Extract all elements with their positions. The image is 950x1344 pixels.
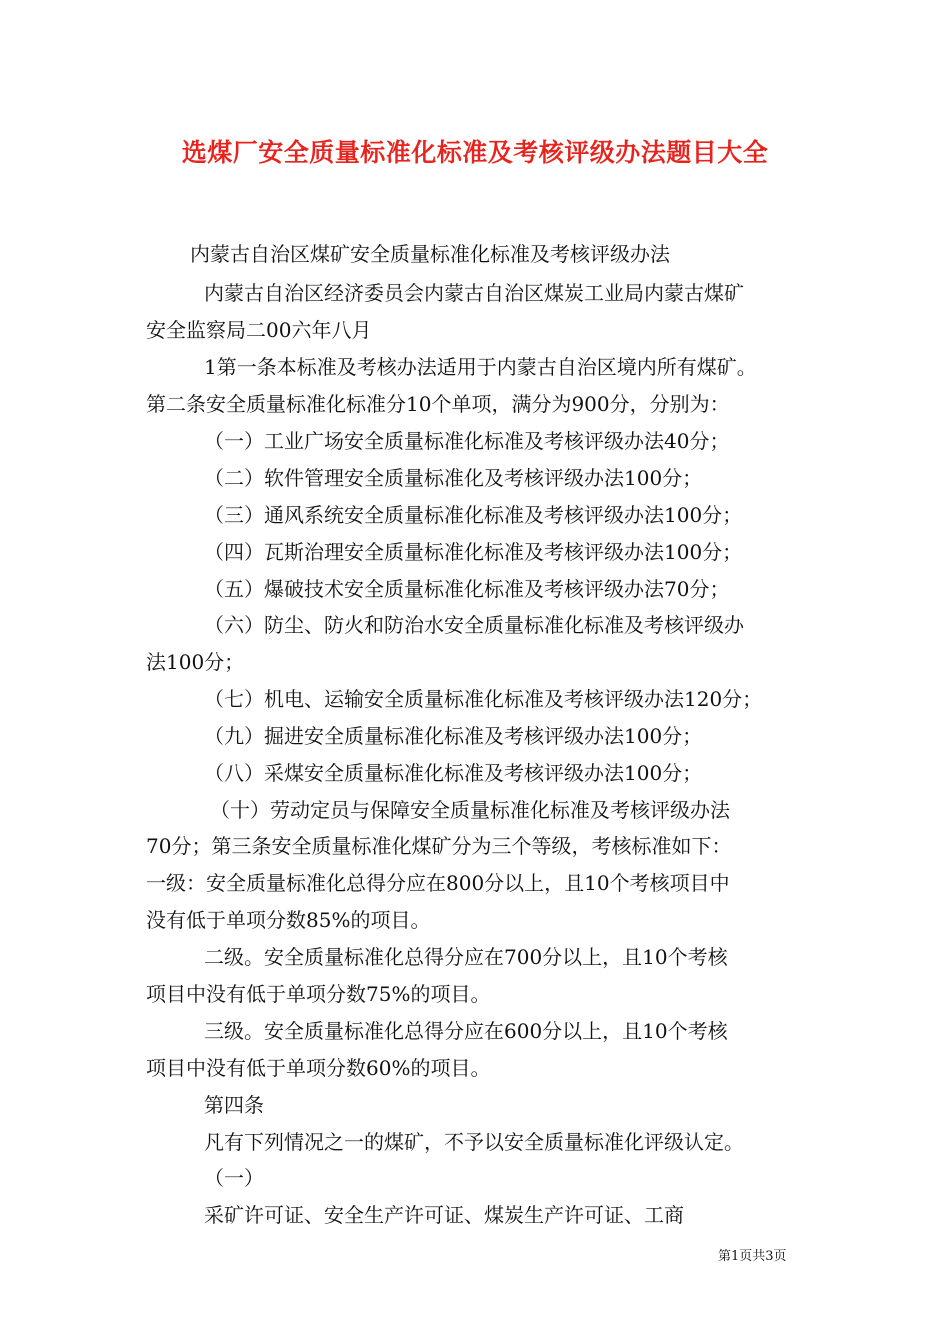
text-line: 1第一条本标准及考核办法适用于内蒙古自治区境内所有煤矿。 xyxy=(204,355,757,379)
text-line: （十）劳动定员与保障安全质量标准化标准及考核评级办法 xyxy=(210,798,730,822)
text-line: （一）工业广场安全质量标准化标准及考核评级办法40分； xyxy=(204,429,730,453)
text-line: （二）软件管理安全质量标准化及考核评级办法100分； xyxy=(204,466,703,490)
text-line: 二级。安全质量标准化总得分应在700分以上，且10个考核 xyxy=(204,945,728,969)
text-line: （九）掘进安全质量标准化标准及考核评级办法100分； xyxy=(204,724,703,748)
text-line: 第二条安全质量标准化标准分10个单项，满分为900分，分别为： xyxy=(146,392,730,416)
text-line: 项目中没有低于单项分数60%的项目。 xyxy=(146,1056,491,1080)
text-line: （七）机电、运输安全质量标准化标准及考核评级办法120分； xyxy=(204,687,763,711)
text-line: 凡有下列情况之一的煤矿，不予以安全质量标准化评级认定。 xyxy=(204,1130,744,1154)
text-line: 没有低于单项分数85%的项目。 xyxy=(146,908,431,932)
text-line: 三级。安全质量标准化总得分应在600分以上，且10个考核 xyxy=(204,1019,728,1043)
text-line: 一级：安全质量标准化总得分应在800分以上，且10个考核项目中 xyxy=(146,871,730,895)
page-number-footer: 第1页共3页 xyxy=(718,1249,787,1264)
text-line: 安全监察局二00六年八月 xyxy=(146,318,372,342)
document-title: 选煤厂安全质量标准化标准及考核评级办法题目大全 xyxy=(181,138,769,167)
text-line: 内蒙古自治区煤矿安全质量标准化标准及考核评级办法 xyxy=(190,242,670,266)
text-line: （一） xyxy=(204,1166,264,1190)
text-line: （六）防尘、防火和防治水安全质量标准化标准及考核评级办 xyxy=(204,613,744,637)
text-line: （四）瓦斯治理安全质量标准化标准及考核评级办法100分； xyxy=(204,540,743,564)
text-line: （三）通风系统安全质量标准化标准及考核评级办法100分； xyxy=(204,503,743,527)
text-line: 法100分； xyxy=(146,650,245,674)
text-line: 内蒙古自治区经济委员会内蒙古自治区煤炭工业局内蒙古煤矿 xyxy=(204,281,744,305)
text-line: （八）采煤安全质量标准化标准及考核评级办法100分； xyxy=(204,761,703,785)
text-line: 70分；第三条安全质量标准化煤矿分为三个等级，考核标准如下： xyxy=(146,834,732,858)
text-line: （五）爆破技术安全质量标准化标准及考核评级办法70分； xyxy=(204,577,730,601)
text-line: 采矿许可证、安全生产许可证、煤炭生产许可证、工商 xyxy=(204,1203,684,1227)
text-line: 项目中没有低于单项分数75%的项目。 xyxy=(146,982,491,1006)
text-line: 第四条 xyxy=(204,1093,264,1117)
